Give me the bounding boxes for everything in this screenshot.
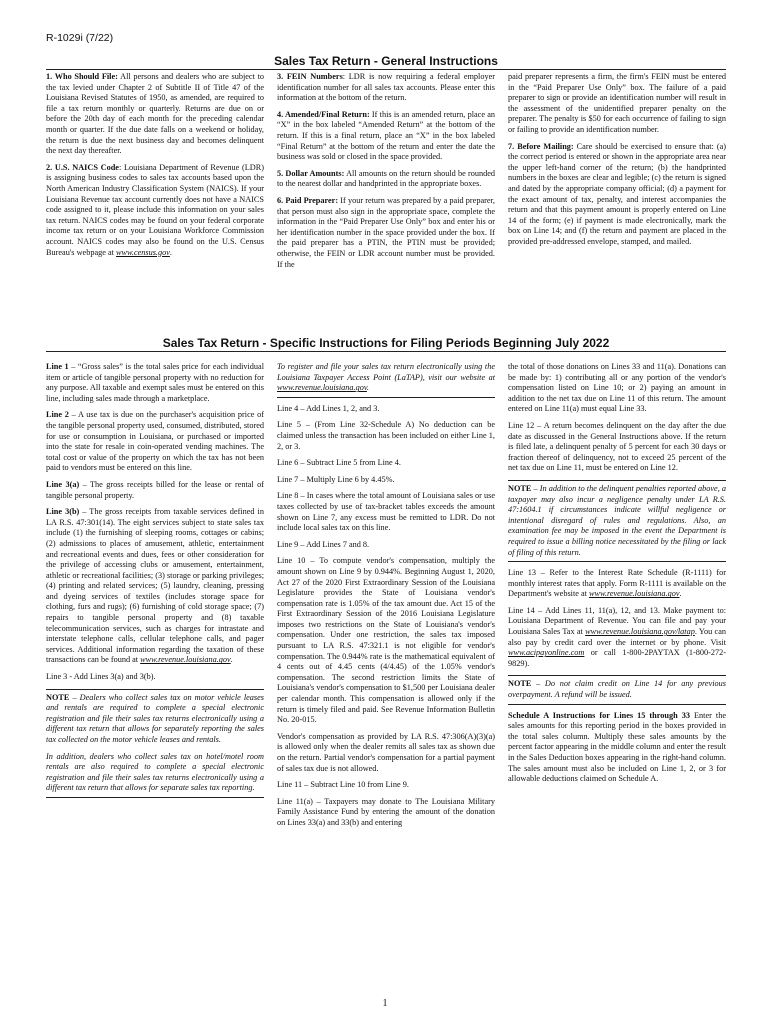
- line-8: Line 8 – In cases where the total amount of Louisiana sales or use taxes collected by use of tax-bracket tables exceeds the amount shown on Line 7, any excess must be remitted to LDR. Do not include local sales tax on this line.: [277, 491, 495, 533]
- note-paragraph: [508, 679, 726, 700]
- line-7: Line 7 – Multiply Line 6 by 4.45%.: [277, 474, 395, 484]
- before-mailing: [508, 142, 726, 248]
- latap-note: [277, 362, 495, 398]
- note-text: – In addition to the delinquent penalties reported above, a taxpayer may also incur a negligence penalty under LA R.S. 47:1604.1 if circumstances indicate willful negligence or intentional disregard of rules and regulations. Also, an examination fee may be imposed in the event the Department is required to issue a billing notice necessitated by the filing or lack of filing of this return.: [508, 483, 726, 557]
- paid-preparer-continued: paid preparer represents a firm, the firm's FEIN must be entered in the “Paid Preparer Use Only” box. The failure of a paid preparer to sign or provide an identification number will result in the assessment of the unidentified preparer penalty on the preparer. The penalty is $50 for each occurrence of failing to sign or failing to provide an identification number.: [508, 72, 726, 134]
- line-1: [46, 362, 264, 404]
- section-heading: 7. Before Mailing:: [508, 141, 574, 151]
- section-heading: 2. U.S. NAICS Code: [46, 162, 119, 172]
- title-divider: [46, 69, 726, 70]
- line-11a-continued: the total of those donations on Lines 33 and 11(a). Donations can be made by: 1) contributing all or any portion of the vendor's compensation listed on Line 10; or 2) paying an amount in addition to the net tax due on Line 11 of this return. The amount entered on Line 11(a) must equal Line 33.: [508, 362, 726, 414]
- line-text: . You can also pay by credit card over the internet or by phone. Visit: [508, 627, 726, 647]
- section-text: If your return was prepared by a paid preparer, that person must also sign in the appropriate space, complete the information in the “Paid Preparer Use Only” box and enter his or her identification number in the space provided under the box. If the paid preparer has a PTIN, the PTIN must be provided; otherwise, the FEIN or LDR account number must be provided. If the: [277, 195, 495, 269]
- note-label: NOTE: [508, 679, 532, 689]
- section-text: All amounts on the return should be rounded to the nearest dollar and handprinted in the appropriate boxes.: [277, 168, 495, 189]
- paid-preparer: [277, 196, 495, 270]
- line-text: – “Gross sales” is the total sales price for each individual item or article of tangible personal property with no reduction for any purpose. All taxable and exempt sales must be entered on this line, including sales made through a marketplace.: [46, 362, 264, 403]
- naics-code: [46, 163, 264, 258]
- section-text: .: [169, 247, 172, 257]
- note-paragraph: [46, 693, 264, 746]
- section-text: If this is an amended return, place an “X” in the box labeled “Amended Return” at the bottom of the return. If this is a final return, place an “X” in the box labeled “Final Return” at the bottom of the return and enter the date the business was sold or closed in the space provided.: [277, 109, 495, 162]
- section-heading: 6. Paid Preparer:: [277, 195, 339, 205]
- line-text: – The gross receipts from taxable services defined in LA R.S. 47:301(14). The eight services subject to state sales tax include (1) the furnishing of sleeping rooms, cottages or cabins; (2) admissions to places of amusement, athletic, entertainment and recreational events and dues, fees or other consideration for the privilege of accessing clubs or amusement, entertainment, athletic or recreational facilities; (3) storage or parking privileges; (4) printing and related services; (5) laundry, cleaning, pressing and dyeing services of textiles (includes storage space for clothing, furs and rugs); (6) furnishing of cold storage space; (7) repairs to tangible personal property and (8) taxable telecommunication services, such as charges for intrastate and interstate telephone calls, cellular telephone calls, and pager services. Additional information regarding the taxation of these transactions can be found at: [46, 507, 264, 665]
- section-text: All persons and dealers who are subject to the tax levied under Chapter 2 of Subtitle II of Title 47 of the Louisiana Revised Statutes of 1950, as amended, are required to file a tax return monthly or quarterly. Returns are due on or before the 20th day of each month for the preceding calendar month or quarter. If the due date falls on a weekend or holiday, the return is due the next business day and becomes delinquent the next day thereafter.: [46, 72, 264, 156]
- census-link[interactable]: www.census.gov: [115, 247, 170, 257]
- line-5: Line 5 – (From Line 32-Schedule A) No deduction can be claimed unless the transaction has been included on either Line 1, 2, or 3.: [277, 420, 495, 451]
- section-heading: 5. Dollar Amounts:: [277, 168, 345, 178]
- section-heading: Schedule A Instructions for Lines 15 through 33: [508, 710, 690, 720]
- title-divider: [46, 351, 726, 352]
- line-text: .: [230, 655, 233, 665]
- line-11: Line 11 – Subtract Line 10 from Line 9.: [277, 780, 409, 790]
- latap-link[interactable]: www.revenue.louisiana.gov/latap: [585, 627, 695, 637]
- revenue-link[interactable]: www.revenue.louisiana.gov: [588, 589, 680, 599]
- line-11a: Line 11(a) – Taxpayers may donate to The Louisiana Military Family Assistance Fund by entering the amount of the donation on Lines 33(a) and 33(b) and entering: [277, 796, 495, 827]
- general-instructions-title: Sales Tax Return - General Instructions: [274, 54, 498, 68]
- line-text: Line 14 – Add Lines 11, 11(a), 12, and 13. Make payment to: Louisiana Department of Revenue. You can file and pay your Louisiana Sales Tax at: [508, 605, 726, 637]
- note-text: To register and file your sales tax return electronically using the Louisiana Taxpayer Access Point (LaTAP), visit our website at: [277, 362, 495, 382]
- specific-instructions-title: Sales Tax Return - Specific Instructions for Filing Periods Beginning July 2022: [162, 336, 610, 350]
- dollar-amounts: [277, 169, 495, 190]
- section-text: : Louisiana Department of Revenue (LDR) is assigning business codes to sales tax accounts based upon the North American Industry Classification System (NAICS). If your Louisiana Revenue tax account currently does not have a NAICS code assigned to it, please include this information on your sales tax return. NAICS codes may be found on your federal corporate income tax return or on your Louisiana Workforce Commission account. NAICS codes may also be found on the U.S. Census Bureau's webpage at: [46, 162, 264, 257]
- line-text: .: [679, 589, 682, 599]
- form-number: R-1029i (7/22): [46, 32, 114, 44]
- line-9: Line 9 – Add Lines 7 and 8.: [277, 539, 370, 549]
- specific-column-3: [508, 362, 726, 791]
- line-2: [46, 410, 264, 474]
- fein-numbers: [277, 72, 495, 104]
- who-should-file: [46, 72, 264, 157]
- line-14: [508, 606, 726, 670]
- amended-final-return: [277, 110, 495, 163]
- line-3b: [46, 507, 264, 666]
- line-4: Line 4 – Add Lines 1, 2, and 3.: [277, 403, 380, 413]
- schedule-a-instructions: [508, 711, 726, 785]
- revenue-link[interactable]: www.revenue.louisiana.gov: [277, 383, 367, 393]
- line-3a: [46, 480, 264, 501]
- vendor-compensation: Vendor's compensation as provided by LA R.S. 47:306(A)(3)(a) is allowed only when the dealer remits all sales tax as shown due on the return. Partial vendor's compensation for a partial payment of sales tax due is not allowed.: [277, 731, 495, 773]
- note-text: – Do not claim credit on Line 14 for any previous overpayment. A refund will be issued.: [508, 679, 726, 700]
- specific-column-2: [277, 362, 495, 835]
- note-label: NOTE: [46, 692, 70, 702]
- section-heading: 1. Who Should File:: [46, 72, 118, 81]
- note-label: NOTE: [508, 483, 532, 493]
- line-text: or call 1-800-2PAYTAX (1-800-272-9829).: [508, 648, 726, 668]
- line-10: Line 10 – To compute vendor's compensation, multiply the amount shown on Line 9 by 0.944%. Beginning August 1, 2020, Act 27 of the 2020 First Extraordinary Session of the Louisiana Legislature provides the State of Louisiana vendor's compensation rate is 1.05% of the tax amount due. Act 15 of the First Extraordinary Session of the 2016 Louisiana Legislature imposes two restrictions on the State of Louisiana's vendor's compensation. Under one restriction, the sales tax imposed pursuant to LA R.S. 47:321.1 is not eligible for vendor's compensation. The 0.944% rate is the mathematical equivalent of 4 cents out of 4.45 cents (4/4.45) of the 1.05% vendor's compensation. The second restriction limits the State of Louisiana's vendor's compensation to $1,500 per Louisiana dealer per calendar month. This compensation is allowed only if the return is timely filed and paid. See Revenue Information Bulletin No. 20-015.: [277, 556, 495, 725]
- general-column-2: [277, 72, 495, 276]
- penalty-note: [508, 480, 726, 562]
- latap-paragraph: [277, 362, 495, 394]
- note-paragraph: In addition, dealers who collect sales tax on hotel/motel room rentals are also required to complete a special electronic registration and file their sales tax returns electronically using a different tax return that allows for separate sales tax reporting.: [46, 751, 264, 793]
- section-text: Enter the sales amounts for this reporting period in the boxes provided in the total sales column. Multiply these sales amounts by the percent factor appearing in the middle column and enter the result in the Sales Deduction boxes appearing in the right-hand column. The sales amount must also be included on Line 1, 2, or 3 for allowable deductions claimed on Schedule A.: [508, 710, 726, 784]
- line-text: – The gross receipts billed for the lease or rental of tangible personal property.: [46, 479, 265, 500]
- line-text: – A use tax is due on the purchaser's acquisition price of the tangible personal property used, consumed, distributed, stored for use or consumption in Louisiana, or purchased or imported into the state for resale in coin-operated vending machines. The total cost or value of the property on which the tax has not been paid to vendors must be entered on this line.: [46, 410, 264, 473]
- general-column-1: [46, 72, 264, 264]
- line-13: [508, 568, 726, 600]
- section-heading: 3. FEIN Numbers: [277, 72, 343, 81]
- line-heading: Line 3(b): [46, 507, 80, 517]
- line-12: Line 12 – A return becomes delinquent on the day after the due date as discussed in the General Instructions above. If the return is filed late, a delinquent penalty of 5 percent for each 30 days or fraction thereof of delinquency, not to exceed 25 percent of the net tax due on Line 11, must be entered on Line 12.: [508, 420, 726, 473]
- overpayment-note: [508, 675, 726, 704]
- general-column-3: [508, 72, 726, 254]
- line-heading: Line 2: [46, 410, 69, 420]
- section-heading: 4. Amended/Final Return:: [277, 109, 370, 119]
- specific-column-1: [46, 362, 264, 804]
- note-text: .: [366, 383, 369, 393]
- section-text: Care should be exercised to ensure that: (a) the correct period is entered or shown in the appropriate area near the upper left-hand corner of the return; (b) the handprinted numbers in the boxes are clear and legible; (c) the return is signed and dated by the appropriate company official; (d) a payment for the exact amount of tax, penalty, and interest accompanies the return and that this payment amount is properly entered on Line 14 of the form; (e) if payment is made electronically, mark the box on Line 14; and (f) the return and payment are placed in the provided pre-addressed envelope, stamped, and mailed.: [508, 141, 726, 246]
- line-heading: Line 1: [46, 362, 69, 371]
- line-6: Line 6 – Subtract Line 5 from Line 4.: [277, 458, 401, 468]
- line-3: Line 3 - Add Lines 3(a) and 3(b).: [46, 672, 156, 682]
- line-text: Line 13 – Refer to the Interest Rate Schedule (R-1111) for monthly interest rates that apply. Form R-1111 is available on the Department's website at: [508, 568, 726, 599]
- revenue-link[interactable]: www.revenue.louisiana.gov: [140, 655, 231, 665]
- page-number: 1: [382, 998, 388, 1009]
- note-text: – Dealers who collect sales tax on motor vehicle leases and rentals are required to complete a special electronic registration and file their sales tax returns electronically using a different tax return that allows for separately reporting the sales tax collected on the motor vehicle leases and rentals.: [46, 692, 264, 744]
- line-heading: Line 3(a): [46, 479, 80, 489]
- acipay-link[interactable]: www.acipayonline.com: [508, 648, 585, 658]
- motor-vehicle-note: [46, 689, 264, 798]
- note-paragraph: [508, 484, 726, 558]
- section-text: : LDR is now requiring a federal employer identification number for all sales tax accounts. Please enter this information at the bottom of the return.: [277, 72, 495, 103]
